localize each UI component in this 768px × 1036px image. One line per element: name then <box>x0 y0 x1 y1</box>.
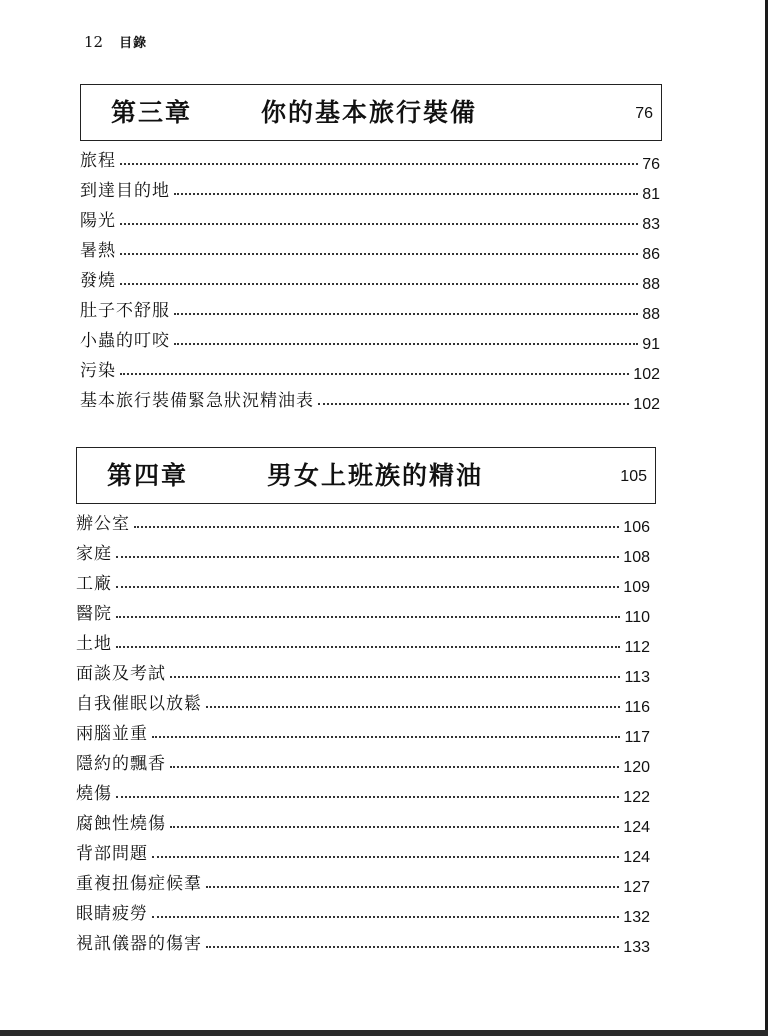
chapter-4-section <box>76 447 656 954</box>
toc-leader-dots <box>170 826 619 828</box>
toc-entry-page: 110 <box>624 609 650 626</box>
toc-leader-dots <box>134 526 619 528</box>
toc-leader-dots <box>174 313 638 315</box>
toc-entry[interactable] <box>80 291 660 321</box>
chapter-4-label: 第四章 <box>107 461 189 490</box>
toc-entry[interactable] <box>76 924 650 954</box>
toc-leader-dots <box>116 796 619 798</box>
toc-entry[interactable] <box>76 894 650 924</box>
toc-entry-title: 兩腦並重 <box>76 724 148 744</box>
toc-entry-title: 自我催眠以放鬆 <box>76 694 202 714</box>
toc-entry-page: 106 <box>623 519 650 536</box>
toc-entry-title: 辦公室 <box>76 514 130 534</box>
toc-leader-dots <box>120 253 638 255</box>
toc-entry-title: 面談及考試 <box>76 664 166 684</box>
running-head-title: 目錄 <box>119 36 148 51</box>
chapter-3-page: 76 <box>635 105 653 122</box>
toc-entry[interactable] <box>76 834 650 864</box>
toc-entry[interactable] <box>80 201 660 231</box>
toc-entry-title: 旅程 <box>80 151 116 171</box>
toc-entry-page: 109 <box>623 579 650 596</box>
toc-entry-page: 112 <box>624 639 650 656</box>
chapter-4-header-box <box>76 447 656 504</box>
toc-entry-title: 醫院 <box>76 604 112 624</box>
toc-entry-page: 124 <box>623 849 650 866</box>
toc-entry[interactable] <box>80 351 660 381</box>
toc-entry-page: 122 <box>623 789 650 806</box>
toc-leader-dots <box>206 946 619 948</box>
toc-entry-title: 發燒 <box>80 271 116 291</box>
toc-entry-title: 肚子不舒服 <box>80 301 170 321</box>
chapter-3-section <box>80 84 662 411</box>
toc-entry-title: 背部問題 <box>76 844 148 864</box>
toc-entry-page: 76 <box>642 156 660 173</box>
toc-leader-dots <box>152 916 619 918</box>
toc-leader-dots <box>152 856 619 858</box>
toc-entry[interactable] <box>76 624 650 654</box>
toc-entry[interactable] <box>80 171 660 201</box>
toc-leader-dots <box>116 586 619 588</box>
toc-leader-dots <box>116 556 619 558</box>
chapter-3-title: 你的基本旅行裝備 <box>261 98 478 127</box>
toc-entry-page: 86 <box>642 246 660 263</box>
toc-entry-title: 污染 <box>80 361 116 381</box>
toc-entry[interactable] <box>76 714 650 744</box>
toc-leader-dots <box>170 766 619 768</box>
toc-entry-title: 燒傷 <box>76 784 112 804</box>
toc-entry-page: 102 <box>633 366 660 383</box>
toc-entry[interactable] <box>80 231 660 261</box>
toc-leader-dots <box>206 886 619 888</box>
toc-entry-title: 陽光 <box>80 211 116 231</box>
toc-entry[interactable] <box>80 381 660 411</box>
chapter-3-entries <box>80 141 662 411</box>
toc-leader-dots <box>116 646 620 648</box>
toc-entry[interactable] <box>76 864 650 894</box>
toc-entry-page: 83 <box>642 216 660 233</box>
toc-leader-dots <box>120 283 638 285</box>
toc-entry[interactable] <box>76 594 650 624</box>
toc-entry-title: 家庭 <box>76 544 112 564</box>
toc-entry[interactable] <box>76 744 650 774</box>
toc-leader-dots <box>120 373 629 375</box>
toc-leader-dots <box>318 403 629 405</box>
chapter-3-label: 第三章 <box>111 98 193 127</box>
toc-entry[interactable] <box>76 534 650 564</box>
chapter-3-header-box <box>80 84 662 141</box>
toc-entry-page: 102 <box>633 396 660 413</box>
toc-entry[interactable] <box>80 141 660 171</box>
toc-entry-page: 120 <box>623 759 650 776</box>
toc-leader-dots <box>206 706 620 708</box>
toc-leader-dots <box>152 736 620 738</box>
toc-entry-page: 132 <box>623 909 650 926</box>
toc-entry[interactable] <box>76 564 650 594</box>
running-head <box>84 32 147 51</box>
toc-entry[interactable] <box>76 774 650 804</box>
toc-entry-page: 91 <box>642 336 660 353</box>
toc-leader-dots <box>170 676 620 678</box>
toc-entry-title: 基本旅行裝備緊急狀況精油表 <box>80 391 314 411</box>
toc-entry-page: 133 <box>623 939 650 956</box>
chapter-4-title: 男女上班族的精油 <box>267 461 484 490</box>
toc-entry-title: 重複扭傷症候羣 <box>76 874 202 894</box>
toc-entry[interactable] <box>76 504 650 534</box>
toc-entry[interactable] <box>80 261 660 291</box>
chapter-4-page: 105 <box>620 468 647 485</box>
toc-leader-dots <box>174 343 638 345</box>
toc-entry-page: 88 <box>642 306 660 323</box>
toc-entry[interactable] <box>76 654 650 684</box>
toc-entry[interactable] <box>76 804 650 834</box>
toc-entry-title: 到達目的地 <box>80 181 170 201</box>
toc-entry-page: 127 <box>623 879 650 896</box>
toc-entry-title: 暑熱 <box>80 241 116 261</box>
page-edge-bottom <box>0 1030 768 1036</box>
toc-leader-dots <box>120 223 638 225</box>
toc-entry-page: 81 <box>642 186 660 203</box>
toc-entry-page: 117 <box>624 729 650 746</box>
toc-entry-title: 土地 <box>76 634 112 654</box>
toc-entry-title: 視訊儀器的傷害 <box>76 934 202 954</box>
running-head-page-number: 12 <box>84 33 104 51</box>
toc-entry-title: 隱約的飄香 <box>76 754 166 774</box>
toc-entry-page: 88 <box>642 276 660 293</box>
toc-entry-page: 124 <box>623 819 650 836</box>
toc-leader-dots <box>116 616 620 618</box>
chapter-4-entries <box>76 504 656 954</box>
toc-entry-title: 腐蝕性燒傷 <box>76 814 166 834</box>
toc-entry-page: 113 <box>624 669 650 686</box>
toc-entry-page: 108 <box>623 549 650 566</box>
toc-leader-dots <box>120 163 638 165</box>
toc-entry[interactable] <box>80 321 660 351</box>
toc-leader-dots <box>174 193 638 195</box>
toc-entry-title: 眼睛疲勞 <box>76 904 148 924</box>
toc-entry-title: 工廠 <box>76 574 112 594</box>
toc-entry-page: 116 <box>624 699 650 716</box>
toc-entry[interactable] <box>76 684 650 714</box>
toc-entry-title: 小蟲的叮咬 <box>80 331 170 351</box>
